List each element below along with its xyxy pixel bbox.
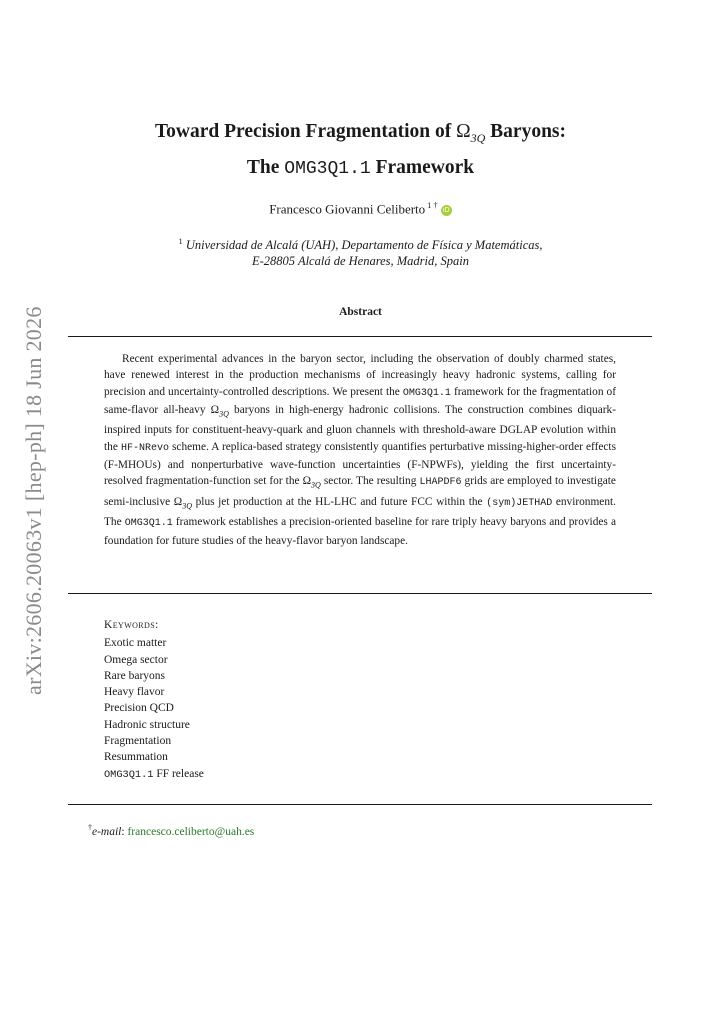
abstract-top-rule — [68, 336, 652, 337]
abstract-text: environment. The — [104, 495, 616, 529]
abstract-text: sector. The resulting — [320, 475, 420, 488]
keyword-code: OMG3Q1.1 — [104, 768, 154, 781]
footnote-mark: † — [88, 823, 92, 832]
author-name: Francesco Giovanni Celiberto — [269, 201, 426, 217]
affiliation-line: Universidad de Alcalá (UAH), Departamento de Física y Matemáticas, — [185, 238, 543, 253]
author-line — [60, 200, 661, 217]
omega-symbol: Ω — [210, 403, 220, 416]
email-link[interactable]: francesco.celiberto@uah.es — [127, 825, 255, 838]
abstract-text: framework establishes a precision-oriented baseline for rare triply heavy baryons and provides a foundation for future studies of the heavy-flavor baryon landscape. — [104, 516, 616, 547]
keywords-section — [104, 617, 204, 783]
keyword-item: Exotic matter — [104, 637, 167, 650]
affiliation-line: E-28805 Alcalá de Henares, Madrid, Spain — [252, 254, 469, 269]
code-framework-name: OMG3Q1.1 — [402, 387, 451, 399]
orcid-icon[interactable]: iD — [441, 205, 452, 216]
arxiv-identifier: arXiv:2606.20063v1 [hep-ph] 18 Jun 2026 — [21, 306, 46, 695]
omega-symbol: Ω — [302, 475, 312, 488]
author-marks: 1 † — [427, 200, 438, 210]
keyword-text: FF release — [153, 767, 204, 780]
keywords-list — [104, 635, 204, 783]
keyword-item: Heavy flavor — [104, 686, 165, 699]
abstract-text: framework for the fragmentation of same-flavor all-heavy — [104, 385, 616, 416]
keywords-heading: Keywords: — [104, 619, 159, 631]
keyword-item: Precision QCD — [104, 702, 174, 715]
framework-name: OMG3Q1.1 — [284, 158, 371, 179]
omega-subscript: 3Q — [182, 501, 192, 511]
abstract-bottom-rule — [68, 593, 652, 594]
title-text: Toward Precision Fragmentation of — [154, 121, 457, 142]
abstract-heading: Abstract — [339, 306, 382, 318]
footnote-rule — [68, 804, 652, 805]
omega-subscript: 3Q — [470, 130, 486, 145]
email-label: e-mail — [92, 825, 122, 838]
omega-subscript: 3Q — [311, 480, 321, 490]
keyword-item — [104, 766, 204, 783]
keyword-item: Resummation — [104, 751, 168, 764]
abstract-text: Recent experimental advances in the baryon sector, including the observation of doubly charmed states, have renewed interest in the production mechanisms of increasingly heavy hadronic systems, calling for precision and uncertainty-controlled descriptions. We present the — [104, 353, 616, 398]
abstract-text: baryons in high-energy hadronic collisions. The construction combines diquark-inspired inputs for constituent-heavy-quark and gluon channels with threshold-aware DGLAP evolution within the — [104, 403, 616, 453]
abstract-text: scheme. A replica-based strategy consistently quantifies perturbative missing-higher-order effects (F-MHOUs) and nonperturbative wave-function uncertainties (F-NPWFs), yielding the first uncertainty-resolved fragmentation-function set for the — [104, 440, 616, 488]
code-jethad-name: (sym)JETHAD — [486, 497, 553, 509]
omega-subscript: 3Q — [219, 409, 229, 419]
code-framework-name: OMG3Q1.1 — [124, 518, 173, 530]
abstract-paragraph — [104, 351, 616, 549]
abstract-text: plus jet production at the HL-LHC and future FCC within the — [192, 495, 487, 508]
paper-title — [60, 117, 661, 184]
affiliation-mark: 1 — [178, 236, 183, 246]
footnote — [88, 823, 254, 838]
email-separator: : — [121, 825, 128, 838]
title-text: The — [246, 156, 285, 178]
omega-symbol: Ω — [173, 495, 183, 508]
keyword-item: Omega sector — [104, 653, 168, 666]
affiliation — [60, 233, 661, 269]
title-text: Framework — [370, 156, 475, 178]
code-scheme-name: HF-NRevo — [120, 442, 169, 454]
title-text: Baryons: — [485, 121, 567, 142]
omega-symbol: Ω — [456, 121, 471, 142]
keyword-item: Fragmentation — [104, 735, 172, 748]
abstract-body — [104, 351, 616, 549]
abstract-text: grids are employed to investigate semi-inclusive — [104, 475, 616, 508]
keyword-item: Rare baryons — [104, 669, 165, 682]
code-lhapdf-name: LHAPDF6 — [419, 477, 462, 489]
keyword-item: Hadronic structure — [104, 718, 190, 731]
